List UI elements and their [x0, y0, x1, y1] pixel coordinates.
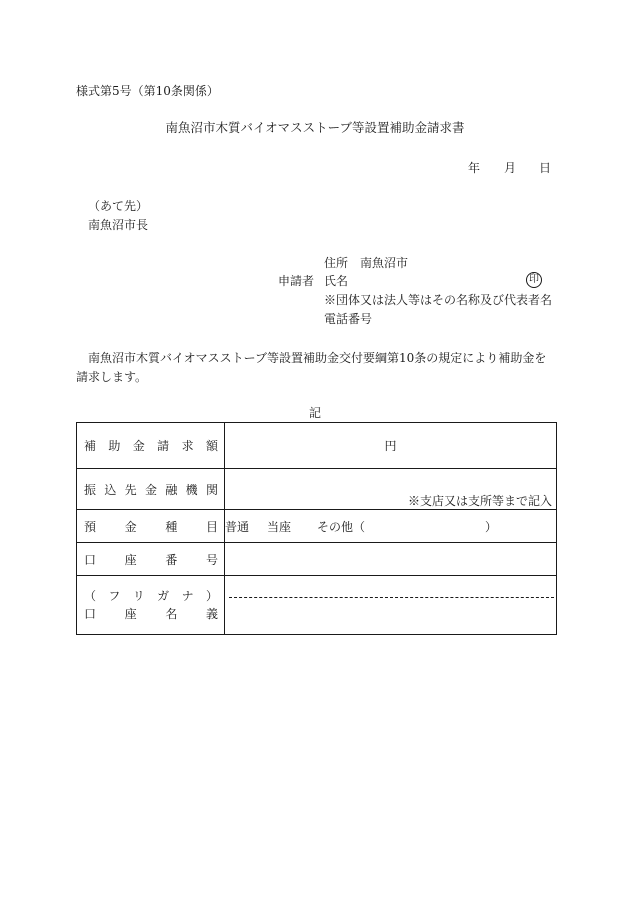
- option-other[interactable]: その他（: [317, 519, 366, 534]
- label-char: 種: [165, 519, 178, 534]
- label-char: 込: [104, 482, 117, 497]
- date-day-label: 日: [539, 161, 552, 175]
- applicant-phone-label: 電話番号: [324, 312, 373, 326]
- label-char: 求: [181, 439, 194, 453]
- deposit-type-label: [77, 510, 225, 543]
- option-other-close: ）: [485, 519, 498, 534]
- applicant-address: 住所 南魚沼市: [324, 256, 409, 270]
- bank-note: ※支店又は支所等まで記入: [407, 494, 552, 508]
- applicant-note: ※団体又は法人等はその名称及び代表者名: [324, 293, 553, 307]
- label-char: 目: [205, 519, 218, 534]
- document-title: 南魚沼市木質バイオマスストーブ等設置補助金請求書: [165, 120, 465, 135]
- table-row: [77, 469, 557, 510]
- label-char: 請: [157, 439, 170, 453]
- label-char: 関: [205, 482, 218, 497]
- label-char: 振: [84, 482, 97, 497]
- label-char: ガ: [157, 589, 170, 603]
- table-row: [77, 543, 557, 576]
- addressee-name: 南魚沼市長: [88, 218, 149, 232]
- kana-divider: [229, 597, 554, 598]
- option-touza[interactable]: 当座: [267, 519, 292, 534]
- option-futsu[interactable]: 普通: [225, 519, 250, 534]
- label-char: 融: [165, 482, 178, 497]
- table-row: [77, 576, 557, 635]
- applicant-name-label: 氏名: [324, 274, 349, 288]
- table-row: [77, 510, 557, 543]
- bank-label: [77, 469, 225, 510]
- label-char: 口: [84, 607, 97, 621]
- label-char: 預: [84, 519, 97, 534]
- label-char: ナ: [181, 589, 194, 603]
- label-char: 助: [108, 439, 121, 453]
- request-statement: 南魚沼市木質バイオマスストーブ等設置補助金交付要綱第10条の規定により補助金を請求します。: [76, 351, 547, 384]
- label-char: 号: [205, 552, 218, 567]
- label-char: （: [84, 589, 97, 603]
- form-number: 様式第5号（第10条関係）: [76, 84, 219, 98]
- amount-field[interactable]: [225, 423, 557, 469]
- amount-label: [77, 423, 225, 469]
- label-char: フ: [108, 589, 121, 603]
- deposit-type-field: [225, 510, 557, 543]
- label-char: 金: [132, 439, 145, 453]
- label-char: 補: [84, 439, 97, 453]
- account-holder-label: [77, 576, 225, 635]
- account-number-field[interactable]: [225, 543, 557, 576]
- label-char: 口: [84, 552, 97, 567]
- applicant-label: 申請者: [278, 274, 315, 288]
- table-row: [77, 423, 557, 469]
- account-number-label: [77, 543, 225, 576]
- label-char: 先: [124, 482, 137, 497]
- label-char: 名: [165, 607, 178, 621]
- account-holder-field[interactable]: [225, 576, 557, 635]
- label-char: 義: [205, 607, 218, 621]
- ki-heading: 記: [308, 406, 321, 420]
- label-char: リ: [132, 589, 145, 603]
- label-char: 機: [185, 482, 198, 497]
- addressee-heading: （あて先）: [88, 199, 149, 213]
- label-char: ）: [205, 589, 218, 603]
- seal-mark: 印: [526, 272, 542, 288]
- date-month-label: 月: [504, 161, 517, 175]
- label-char: 座: [124, 607, 137, 621]
- label-char: 額: [205, 439, 218, 453]
- claim-table: [76, 422, 557, 635]
- label-char: 金: [124, 519, 137, 534]
- yen-unit: 円: [384, 439, 397, 453]
- label-char: 番: [165, 552, 178, 567]
- bank-field[interactable]: [225, 469, 557, 510]
- date-year-label: 年: [468, 161, 481, 175]
- label-char: 金: [144, 482, 157, 497]
- label-char: 座: [124, 552, 137, 567]
